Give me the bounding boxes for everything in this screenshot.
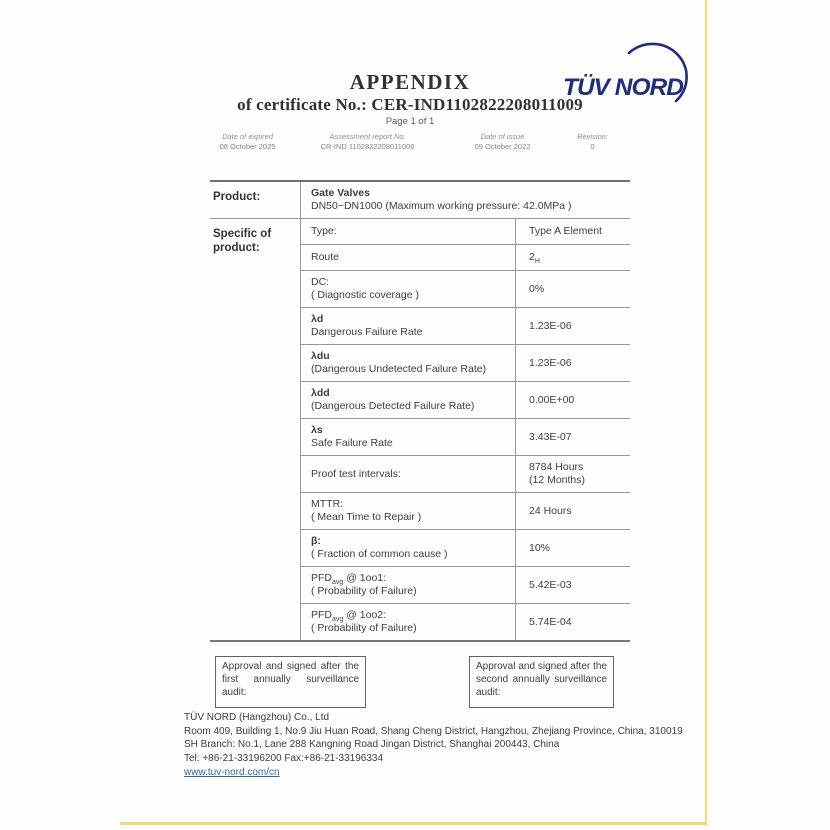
meta-item-3 bbox=[555, 132, 630, 151]
param-value: 10% bbox=[529, 541, 551, 554]
value-cell-7 bbox=[515, 456, 630, 493]
footer-website-link[interactable]: www.tuv-nord.com/cn bbox=[184, 766, 280, 778]
footer-line-3: Tel: +86-21-33196200 Fax:+86-21-33196334 bbox=[184, 752, 384, 764]
param-cell-0 bbox=[300, 219, 515, 245]
value-cell-0 bbox=[515, 219, 630, 245]
param-description: ( Probability of Failure) bbox=[311, 622, 417, 634]
param-name: β: bbox=[311, 535, 321, 547]
specific-of-product-label: Specific of product: bbox=[213, 228, 272, 254]
param-cell-8 bbox=[300, 493, 515, 530]
param-description: (Dangerous Undetected Failure Rate) bbox=[311, 363, 487, 375]
approval-box-first-audit: Approval and signed after the first annually surveillance audit: bbox=[215, 656, 366, 708]
page-edge-bottom bbox=[120, 822, 707, 825]
value-cell-2 bbox=[515, 271, 630, 308]
value-cell-4 bbox=[515, 345, 630, 382]
value-cell-10 bbox=[515, 567, 630, 604]
param-value: 0% bbox=[529, 282, 545, 295]
certificate-number-line: of certificate No.: CER-IND1102822208011009 bbox=[237, 95, 583, 114]
param-value: 1.23E-06 bbox=[529, 356, 572, 369]
product-cell bbox=[300, 182, 630, 219]
meta-value: 08 October 2025 bbox=[219, 141, 276, 151]
param-value: 0.00E+00 bbox=[529, 393, 575, 406]
param-cell-1 bbox=[300, 245, 515, 271]
param-value: Type A Element bbox=[529, 225, 602, 237]
footer-line-2: SH Branch: No.1, Lane 288 Kangning Road Jingan District, Shanghai 200443, China bbox=[184, 739, 560, 750]
meta-label: Date of issue bbox=[480, 132, 525, 141]
param-value: 3.43E-07 bbox=[529, 430, 572, 443]
param-name: λs bbox=[311, 424, 323, 436]
param-cell-11 bbox=[300, 604, 515, 640]
param-name: $PFD_{avg}$ @ 1oo1: bbox=[311, 572, 387, 587]
param-name: Proof test intervals: bbox=[311, 467, 401, 480]
param-cell-4 bbox=[300, 345, 515, 382]
param-value: 24 Hours bbox=[529, 504, 572, 517]
meta-value: 09 October 2022 bbox=[474, 141, 531, 151]
param-description: Safe Failure Rate bbox=[311, 437, 393, 449]
page-indicator: Page 1 of 1 bbox=[385, 116, 435, 127]
value-cell-5 bbox=[515, 382, 630, 419]
param-name: DC: bbox=[311, 276, 330, 288]
product-description: DN50~DN1000 (Maximum working pressure: 42.0MPa ) bbox=[311, 200, 572, 212]
meta-value: CR-IND 1102822208011008 bbox=[320, 141, 415, 151]
product-label: Product: bbox=[210, 182, 300, 219]
product-name: Gate Valves bbox=[311, 187, 370, 199]
param-name: Route bbox=[311, 251, 340, 263]
meta-label: Revision: bbox=[577, 132, 608, 141]
page-edge-right bbox=[705, 0, 707, 826]
param-description: (Dangerous Detected Failure Rate) bbox=[311, 400, 475, 412]
param-value: 1.23E-06 bbox=[529, 319, 572, 332]
param-description: ( Diagnostic coverage ) bbox=[311, 289, 419, 301]
param-description: Dangerous Failure Rate bbox=[311, 326, 423, 338]
title-block bbox=[185, 70, 635, 128]
product-spec-table bbox=[210, 180, 630, 642]
param-value: $2_H$ bbox=[529, 251, 540, 266]
param-value-line2: (12 Months) bbox=[529, 474, 586, 486]
param-name: λdu bbox=[311, 350, 330, 362]
param-cell-5 bbox=[300, 382, 515, 419]
param-cell-7 bbox=[300, 456, 515, 493]
footer-line-1: Room 409, Building 1, No.9 Jiu Huan Road, Shang Cheng District, Hangzhou, Zhejiang Province, China, 310019 bbox=[184, 725, 683, 737]
meta-item-1 bbox=[285, 132, 450, 151]
param-description: ( Probability of Failure) bbox=[311, 585, 417, 597]
value-cell-8 bbox=[515, 493, 630, 530]
param-cell-10 bbox=[300, 567, 515, 604]
param-value: 5.74E-04 bbox=[529, 615, 572, 628]
footer-address-block bbox=[184, 711, 683, 779]
param-cell-3 bbox=[300, 308, 515, 345]
page-title: APPENDIX bbox=[349, 70, 471, 94]
param-cell-6 bbox=[300, 419, 515, 456]
meta-item-0 bbox=[210, 132, 285, 151]
param-name: Type: bbox=[311, 225, 337, 237]
param-name: $PFD_{avg}$ @ 1oo2: bbox=[311, 609, 387, 624]
param-name: λd bbox=[311, 313, 324, 325]
param-description: ( Fraction of common cause ) bbox=[311, 548, 448, 560]
value-cell-6 bbox=[515, 419, 630, 456]
param-description: ( Mean Time to Repair ) bbox=[311, 511, 422, 523]
footer-line-0: TÜV NORD (Hangzhou) Co., Ltd bbox=[184, 712, 330, 723]
param-cell-9 bbox=[300, 530, 515, 567]
meta-label: Date of expired bbox=[222, 132, 273, 141]
logo-text: TÜV NORD bbox=[563, 74, 683, 101]
certificate-meta-row bbox=[210, 132, 630, 151]
param-name: MTTR: bbox=[311, 498, 344, 510]
value-cell-1 bbox=[515, 245, 630, 271]
meta-item-2 bbox=[450, 132, 555, 151]
param-name: λdd bbox=[311, 387, 330, 399]
param-value: 5.42E-03 bbox=[529, 578, 572, 591]
approval-box-second-audit: Approval and signed after the second annually surveillance audit: bbox=[469, 656, 614, 708]
meta-label: Assessment report No. bbox=[329, 132, 406, 141]
value-cell-3 bbox=[515, 308, 630, 345]
value-cell-11 bbox=[515, 604, 630, 640]
param-value: 8784 Hours bbox=[529, 461, 584, 473]
param-cell-2 bbox=[300, 271, 515, 308]
value-cell-9 bbox=[515, 530, 630, 567]
meta-value: 0 bbox=[590, 141, 595, 151]
